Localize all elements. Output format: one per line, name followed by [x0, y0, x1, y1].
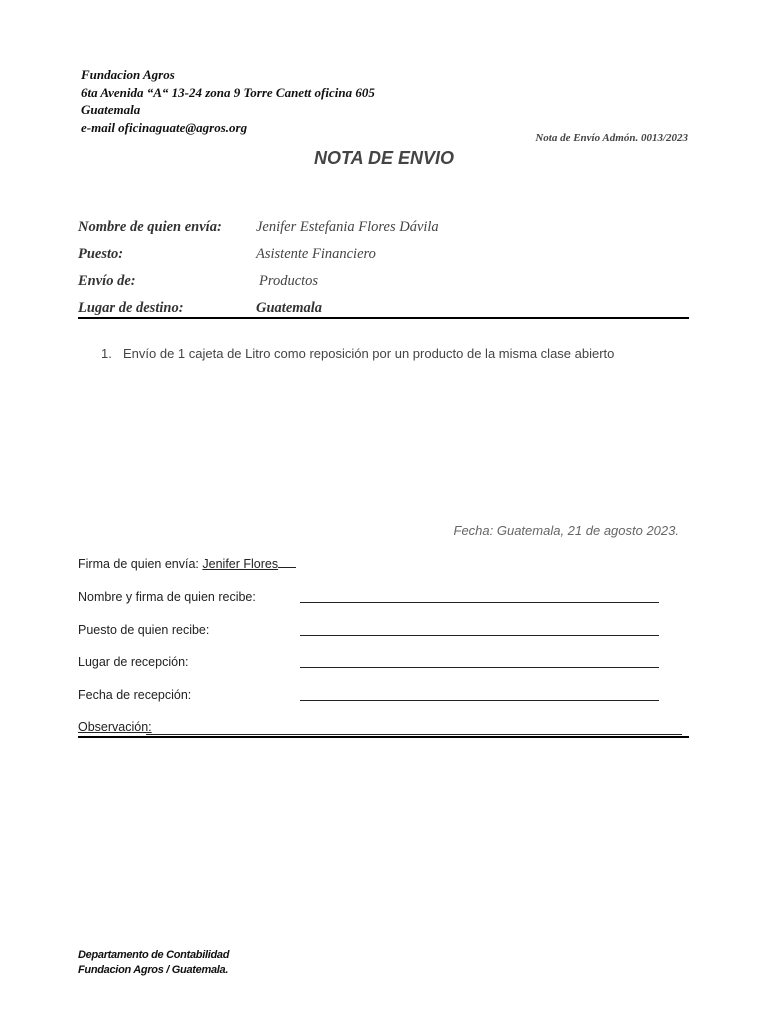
observation-divider	[78, 736, 689, 738]
position-value: Asistente Financiero	[256, 246, 376, 262]
organization-name: Fundacion Agros	[81, 67, 175, 82]
document-reference: Nota de Envío Admón. 0013/2023	[535, 132, 688, 144]
destination-value: Guatemala	[256, 300, 323, 316]
organization-header	[81, 66, 375, 136]
receiver-name-label: Nombre y firma de quien recibe:	[78, 590, 256, 604]
shipment-label: Envío de:	[78, 273, 136, 289]
reception-place-label: Lugar de recepción:	[78, 655, 189, 669]
document-title-text: NOTA DE ENVIO	[313, 148, 454, 168]
sender-signature-underline	[278, 557, 296, 568]
info-divider	[78, 317, 689, 319]
footer-organization: Fundacion Agros / Guatemala.	[78, 964, 229, 976]
receiver-name-line[interactable]	[300, 602, 659, 603]
reception-date-line[interactable]	[300, 700, 659, 701]
list-item-number: 1.	[101, 346, 112, 361]
sender-signature-row	[78, 557, 296, 571]
reception-date-row	[78, 688, 191, 702]
list-item	[101, 346, 614, 361]
reception-date-label: Fecha de recepción	[78, 688, 188, 702]
document-title	[0, 148, 768, 169]
organization-city: Guatemala	[81, 102, 141, 117]
reception-place-line[interactable]	[300, 667, 659, 668]
observation-line[interactable]	[146, 734, 682, 735]
shipment-value: Productos	[259, 273, 319, 289]
document-date: Fecha: Guatemala, 21 de agosto 2023.	[453, 523, 679, 538]
organization-email: e-mail oficinaguate@agros.org	[81, 119, 248, 135]
position-label: Puesto:	[78, 246, 124, 262]
footer	[78, 948, 229, 978]
sender-label: Nombre de quien envía:	[78, 219, 222, 235]
sender-signature-label: Firma de quien envía:	[78, 557, 199, 571]
destination-label: Lugar de destino:	[78, 300, 184, 316]
organization-address: 6ta Avenida “A“ 13-24 zona 9 Torre Canett oficina 605	[81, 84, 375, 100]
sender-signature-name: Jenifer Flores	[202, 557, 279, 571]
sender-value: Jenifer Estefania Flores Dávila	[256, 219, 439, 235]
footer-department: Departamento de Contabilidad	[78, 949, 230, 961]
receiver-position-line[interactable]	[300, 635, 659, 636]
list-item-text: Envío de 1 cajeta de Litro como reposición por un producto de la misma clase abierto	[123, 346, 615, 361]
receiver-position-label: Puesto de quien recibe:	[78, 623, 210, 637]
observation-label-text: Observación:	[78, 720, 152, 734]
observation-label	[78, 720, 152, 734]
reception-date-colon: :	[187, 688, 192, 702]
